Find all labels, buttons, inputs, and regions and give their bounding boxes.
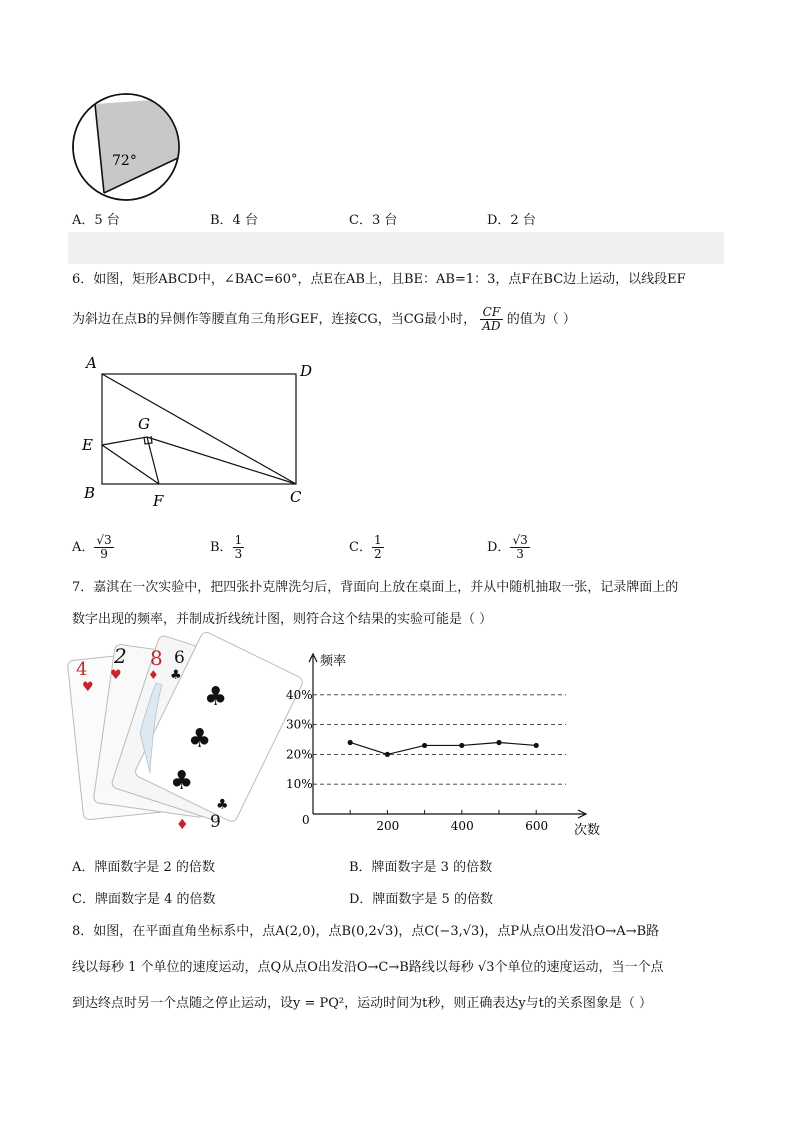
q6-line2-text: 为斜边在点B的异侧作等腰直角三角形GEF，连接CG，当CG最小时，: [72, 312, 477, 327]
x-axis-title: 次数: [574, 823, 601, 838]
letter: C．: [349, 540, 372, 555]
y-tick-label: 20%: [286, 747, 313, 762]
q7-text-line1: 7．嘉淇在一次实验中，把四张扑克牌洗匀后，背面向上放在桌面上，并从中随机抽取一张，记录牌面上的: [72, 580, 679, 595]
frac: [372, 534, 384, 561]
q8-text-line2: 线以每秒 1 个单位的速度运动，点Q从点O出发沿O→C→B路线以每秒 √3个单位的速度运动，当一个点: [72, 960, 664, 975]
q7-option-b[interactable]: B．牌面数字是 3 的倍数: [349, 860, 493, 875]
q5-option-c[interactable]: C．3 台: [349, 213, 398, 228]
playing-cards: [70, 643, 290, 835]
data-point: [422, 743, 427, 748]
den: 2: [373, 547, 382, 561]
frac-num: CF: [480, 306, 502, 320]
answer-bar: [68, 232, 724, 264]
frequency-line-chart: [286, 648, 610, 844]
letter: D．: [487, 540, 511, 555]
series-line: [350, 742, 536, 754]
den: 3: [234, 547, 243, 561]
label-d: D: [300, 362, 313, 380]
q8-text-line3: 到达终点时另一个点随之停止运动，设y = PQ²，运动时间为t秒，则正确表达y与t的关系图象是（ ）: [72, 996, 653, 1011]
x-tick-label: 400: [450, 819, 474, 833]
label-f: F: [153, 492, 164, 510]
x-tick-label: 200: [376, 819, 400, 833]
data-point: [459, 743, 464, 748]
club-icon: ♣: [188, 724, 212, 754]
card-corner-icon: ♦: [176, 817, 189, 833]
card-9-label: 9: [210, 812, 221, 832]
data-point: [496, 740, 501, 745]
q6-option-b[interactable]: [210, 534, 244, 561]
q6-fraction: [480, 306, 502, 333]
num: 1: [234, 533, 243, 547]
data-point: [534, 743, 539, 748]
club-icon: ♣: [216, 797, 229, 813]
heart-icon: ♥: [110, 668, 122, 683]
q6-text-line2: [72, 306, 576, 333]
num: √3: [96, 533, 112, 547]
y-tick-label: 10%: [286, 777, 313, 792]
label-c: C: [290, 488, 302, 506]
frac: [510, 534, 529, 561]
club-icon: ♣: [170, 766, 194, 796]
club-icon: ♣: [170, 668, 182, 683]
sector-figure: [70, 98, 182, 196]
club-icon: ♣: [204, 682, 228, 712]
angle-label: 72°: [112, 153, 137, 169]
q7-option-a[interactable]: A．牌面数字是 2 的倍数: [72, 860, 215, 875]
label-g: G: [138, 415, 150, 433]
den: 9: [100, 547, 108, 561]
card-6-label: 6: [174, 648, 185, 668]
origin-label: 0: [302, 813, 310, 827]
rectangle-figure: [78, 352, 318, 512]
letter: B．: [210, 540, 233, 555]
q6-option-d[interactable]: [487, 534, 530, 561]
den: 3: [516, 547, 524, 561]
q7-option-d[interactable]: D．牌面数字是 5 的倍数: [349, 892, 493, 907]
diamond-icon: ♦: [148, 668, 159, 682]
card-8-label: 8: [150, 646, 163, 670]
q6-line2-end: 的值为（ ）: [506, 312, 576, 327]
q7-option-c[interactable]: C．牌面数字是 4 的倍数: [72, 892, 216, 907]
x-tick-label: 600: [525, 819, 549, 833]
heart-icon: ♥: [82, 680, 94, 695]
label-a: A: [86, 354, 97, 372]
q5-option-b[interactable]: B．4 台: [210, 213, 258, 228]
data-point: [385, 752, 390, 757]
label-b: B: [84, 484, 96, 502]
label-e: E: [82, 436, 93, 454]
q5-option-a[interactable]: A．5 台: [72, 213, 120, 228]
q5-option-d[interactable]: D．2 台: [487, 213, 536, 228]
frac-den: AD: [482, 319, 501, 333]
frac: [233, 534, 245, 561]
y-axis-title: 频率: [320, 654, 347, 669]
q6-option-a[interactable]: [72, 534, 114, 561]
frac: [94, 534, 113, 561]
letter: A．: [72, 540, 95, 555]
num: √3: [512, 533, 528, 547]
card-2-label: 2: [114, 644, 127, 668]
y-tick-label: 30%: [286, 717, 313, 732]
card-4-label: 4: [76, 659, 88, 680]
q8-text-line1: 8．如图，在平面直角坐标系中，点A(2,0)，点B(0,2√3)，点C(−3,√3)，点P从点O出发沿O→A→B路: [72, 924, 660, 939]
num: 1: [373, 533, 382, 547]
y-tick-label: 40%: [286, 687, 313, 702]
q7-text-line2: 数字出现的频率，并制成折线统计图，则符合这个结果的实验可能是（ ）: [72, 612, 493, 627]
q6-option-c[interactable]: [349, 534, 384, 561]
q6-text-line1: 6．如图，矩形ABCD中，∠BAC=60°，点E在AB上，且BE：AB=1：3，点F在BC边上运动，以线段EF: [72, 272, 686, 287]
data-point: [348, 740, 353, 745]
